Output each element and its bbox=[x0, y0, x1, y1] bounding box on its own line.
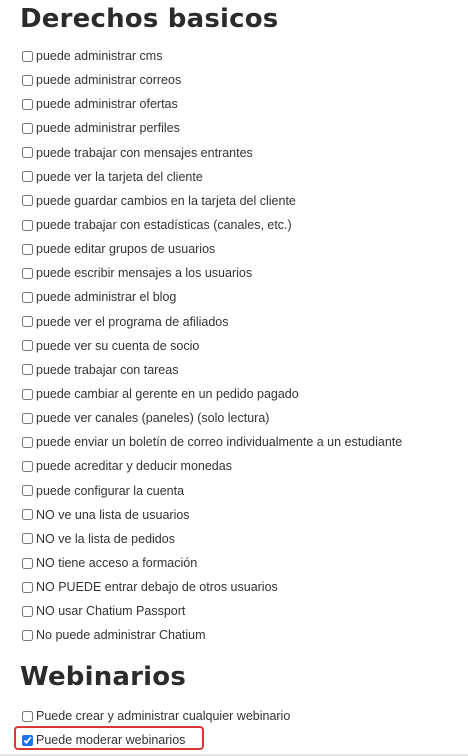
permission-row bbox=[20, 189, 402, 213]
permission-checkbox[interactable] bbox=[22, 123, 33, 134]
permission-row bbox=[20, 237, 402, 261]
permission-checkbox[interactable] bbox=[22, 340, 33, 351]
permission-checkbox[interactable] bbox=[22, 316, 33, 327]
permission-option[interactable] bbox=[20, 289, 176, 305]
permission-checkbox[interactable] bbox=[22, 244, 33, 255]
permission-option[interactable] bbox=[20, 338, 199, 354]
permission-row bbox=[20, 406, 402, 430]
permission-row bbox=[20, 575, 402, 599]
permission-label: puede trabajar con estadísticas (canales, etc.) bbox=[36, 218, 292, 233]
permission-option[interactable] bbox=[20, 627, 206, 643]
permission-row bbox=[20, 479, 402, 503]
permission-row bbox=[20, 382, 402, 406]
permission-label: puede administrar perfiles bbox=[36, 121, 180, 136]
permission-label: puede ver el programa de afiliados bbox=[36, 314, 229, 329]
permission-row bbox=[20, 68, 402, 92]
permission-option[interactable] bbox=[20, 145, 253, 161]
permission-row bbox=[20, 430, 402, 454]
permission-row bbox=[20, 454, 402, 478]
permission-option[interactable] bbox=[20, 434, 402, 450]
permission-option[interactable] bbox=[20, 96, 178, 112]
permission-row bbox=[20, 116, 402, 140]
permission-checkbox[interactable] bbox=[22, 75, 33, 86]
permission-option[interactable] bbox=[20, 217, 292, 233]
permission-label: puede editar grupos de usuarios bbox=[36, 242, 216, 257]
permission-row bbox=[20, 599, 402, 623]
permission-checkbox[interactable] bbox=[22, 485, 33, 496]
permission-checkbox[interactable] bbox=[22, 292, 33, 303]
permission-row bbox=[20, 141, 402, 165]
permission-label: puede enviar un boletín de correo individualmente a un estudiante bbox=[36, 435, 403, 450]
permission-label: puede ver canales (paneles) (solo lectura) bbox=[36, 411, 270, 426]
permission-option[interactable] bbox=[20, 410, 269, 426]
section-title-webinarios: Webinarios bbox=[20, 662, 187, 692]
permission-label: puede trabajar con tareas bbox=[36, 362, 179, 377]
permission-checkbox[interactable] bbox=[22, 195, 33, 206]
permission-label: puede ver su cuenta de socio bbox=[36, 338, 200, 353]
permission-label: puede administrar el blog bbox=[36, 290, 177, 305]
permission-label: NO PUEDE entrar debajo de otros usuarios bbox=[36, 580, 278, 595]
permission-option[interactable] bbox=[20, 120, 180, 136]
permission-option[interactable] bbox=[20, 555, 197, 571]
permission-checkbox[interactable] bbox=[22, 268, 33, 279]
permission-label: Puede moderar webinarios bbox=[36, 733, 186, 748]
permission-option[interactable] bbox=[20, 362, 178, 378]
permission-row bbox=[20, 623, 402, 647]
permission-label: NO ve una lista de usuarios bbox=[36, 507, 190, 522]
permission-row bbox=[20, 551, 402, 575]
permission-option[interactable] bbox=[20, 193, 296, 209]
permission-option[interactable] bbox=[20, 265, 252, 281]
permission-label: puede configurar la cuenta bbox=[36, 483, 185, 498]
permission-label: NO usar Chatium Passport bbox=[36, 604, 186, 619]
permission-checkbox[interactable] bbox=[22, 533, 33, 544]
permission-row bbox=[20, 704, 290, 728]
permission-row bbox=[20, 334, 402, 358]
permission-option[interactable] bbox=[20, 314, 228, 330]
permission-label: puede guardar cambios en la tarjeta del cliente bbox=[36, 193, 296, 208]
permission-option[interactable] bbox=[20, 483, 184, 499]
section-title-derechos-basicos: Derechos basicos bbox=[20, 4, 279, 34]
permission-option[interactable] bbox=[20, 386, 299, 402]
permission-checkbox[interactable] bbox=[22, 606, 33, 617]
permission-row bbox=[20, 213, 402, 237]
permission-checkbox[interactable] bbox=[22, 437, 33, 448]
permission-row bbox=[20, 527, 402, 551]
permission-label: NO tiene acceso a formación bbox=[36, 556, 198, 571]
permission-checkbox[interactable] bbox=[22, 364, 33, 375]
permission-row bbox=[20, 261, 402, 285]
permission-label: puede ver la tarjeta del cliente bbox=[36, 169, 203, 184]
permission-checkbox[interactable] bbox=[22, 99, 33, 110]
permission-label: NO ve la lista de pedidos bbox=[36, 531, 175, 546]
permission-label: puede cambiar al gerente en un pedido pagado bbox=[36, 387, 299, 402]
permission-label: Puede crear y administrar cualquier webinario bbox=[36, 709, 291, 724]
permission-checkbox[interactable] bbox=[22, 630, 33, 641]
permission-label: puede administrar ofertas bbox=[36, 97, 178, 112]
permission-checkbox[interactable] bbox=[22, 735, 33, 746]
permission-option[interactable] bbox=[20, 708, 290, 724]
permission-row bbox=[20, 503, 402, 527]
permission-row bbox=[20, 728, 290, 752]
permission-row bbox=[20, 44, 402, 68]
permission-row bbox=[20, 285, 402, 309]
permission-checkbox[interactable] bbox=[22, 389, 33, 400]
permission-label: puede administrar correos bbox=[36, 73, 182, 88]
permission-checkbox[interactable] bbox=[22, 711, 33, 722]
permission-label: puede escribir mensajes a los usuarios bbox=[36, 266, 253, 281]
permission-option[interactable] bbox=[20, 169, 203, 185]
permission-checkbox[interactable] bbox=[22, 171, 33, 182]
permission-row bbox=[20, 92, 402, 116]
permission-checkbox[interactable] bbox=[22, 51, 33, 62]
permission-checkbox[interactable] bbox=[22, 558, 33, 569]
permission-label: No puede administrar Chatium bbox=[36, 628, 206, 643]
permission-option[interactable] bbox=[20, 72, 181, 88]
permission-option[interactable] bbox=[20, 507, 190, 523]
permission-list-basic bbox=[20, 44, 402, 648]
permission-option[interactable] bbox=[20, 579, 278, 595]
permission-option[interactable] bbox=[20, 241, 215, 257]
permission-list-webinarios bbox=[20, 704, 290, 752]
permission-option[interactable] bbox=[20, 531, 175, 547]
permission-row bbox=[20, 310, 402, 334]
permission-checkbox[interactable] bbox=[22, 147, 33, 158]
permission-option[interactable] bbox=[20, 603, 185, 619]
permission-checkbox[interactable] bbox=[22, 509, 33, 520]
permission-checkbox[interactable] bbox=[22, 220, 33, 231]
permission-option[interactable] bbox=[20, 732, 185, 748]
permission-row bbox=[20, 358, 402, 382]
permission-label: puede administrar cms bbox=[36, 49, 163, 64]
permission-row bbox=[20, 165, 402, 189]
permission-checkbox[interactable] bbox=[22, 413, 33, 424]
permission-checkbox[interactable] bbox=[22, 582, 33, 593]
permission-label: puede acreditar y deducir monedas bbox=[36, 459, 232, 474]
permission-label: puede trabajar con mensajes entrantes bbox=[36, 145, 253, 160]
permission-checkbox[interactable] bbox=[22, 461, 33, 472]
permission-option[interactable] bbox=[20, 48, 162, 64]
permission-option[interactable] bbox=[20, 458, 232, 474]
